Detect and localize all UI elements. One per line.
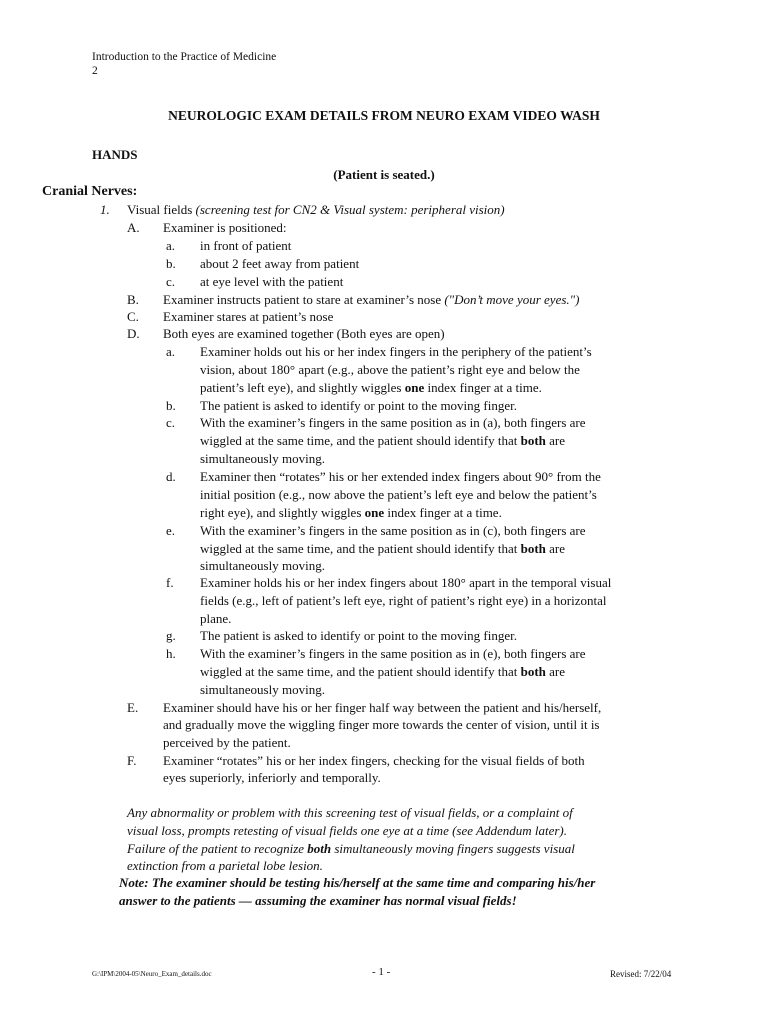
running-header-course: Introduction to the Practice of Medicine bbox=[92, 51, 277, 63]
step-D-f-letter: f. bbox=[166, 575, 174, 590]
note-line1: Note: The examiner should be testing his/herself at the same time and comparing his/her bbox=[119, 875, 596, 890]
step-F-line1: Examiner “rotates” his or her index fingers, checking for the visual fields of both bbox=[163, 753, 585, 768]
text-run: index finger at a time. bbox=[424, 380, 542, 395]
text-run: right eye), and slightly wiggles bbox=[200, 505, 365, 520]
running-header-page-number: 2 bbox=[92, 65, 98, 77]
step-D-f-line1: Examiner holds his or her index fingers about 180° apart in the temporal visual bbox=[200, 575, 612, 590]
step-D-c-line2 bbox=[200, 432, 565, 449]
footer-page-number: - 1 - bbox=[372, 966, 391, 978]
item-visual-fields bbox=[127, 201, 505, 218]
letter-B: B. bbox=[127, 292, 139, 307]
footer-file-path: G:\IPM\2004-05\Neuro_Exam_details.doc bbox=[92, 970, 212, 978]
step-D-e-line1: With the examiner’s fingers in the same position as in (c), both fingers are bbox=[200, 523, 586, 538]
letter-D: D. bbox=[127, 326, 140, 341]
step-B-text bbox=[163, 291, 579, 308]
step-C-text: Examiner stares at patient’s nose bbox=[163, 309, 334, 324]
step-D-c-line1: With the examiner’s fingers in the same position as in (a), both fingers are bbox=[200, 415, 586, 430]
step-D-e-line3: simultaneously moving. bbox=[200, 558, 325, 573]
text-run: wiggled at the same time, and the patient should identify that bbox=[200, 433, 521, 448]
text-run: index finger at a time. bbox=[384, 505, 502, 520]
step-B-main: Examiner instructs patient to stare at examiner’s nose bbox=[163, 292, 445, 307]
footer-revised-date: Revised: 7/22/04 bbox=[610, 969, 672, 979]
text-run: are bbox=[545, 433, 566, 448]
step-A-a-letter: a. bbox=[166, 238, 176, 253]
emphasis-both: both bbox=[520, 664, 546, 679]
step-F-line2: eyes superiorly, inferiorly and temporally. bbox=[163, 770, 381, 785]
letter-A: A. bbox=[127, 220, 140, 235]
step-D-text: Both eyes are examined together (Both eyes are open) bbox=[163, 326, 445, 341]
step-A-b-letter: b. bbox=[166, 256, 176, 271]
text-run: Failure of the patient to recognize bbox=[127, 841, 308, 856]
step-B-quote: ("Don’t move your eyes.") bbox=[444, 292, 580, 307]
step-D-g-letter: g. bbox=[166, 628, 176, 643]
emphasis-both: both bbox=[520, 541, 546, 556]
subheading-patient-seated: (Patient is seated.) bbox=[333, 167, 435, 182]
text-run: wiggled at the same time, and the patient should identify that bbox=[200, 664, 521, 679]
step-A-b-text: about 2 feet away from patient bbox=[200, 256, 360, 271]
cranial-nerves-heading: Cranial Nerves: bbox=[42, 184, 138, 199]
step-D-f-line2: fields (e.g., left of patient’s left eye, right of patient’s right eye) in a horizontal bbox=[200, 593, 607, 608]
section-heading-hands: HANDS bbox=[92, 147, 138, 162]
step-D-e-line2 bbox=[200, 540, 565, 557]
step-D-h-letter: h. bbox=[166, 646, 176, 661]
text-run: patient’s left eye), and slightly wiggles bbox=[200, 380, 405, 395]
step-D-c-line3: simultaneously moving. bbox=[200, 451, 325, 466]
emphasis-one: one bbox=[364, 505, 385, 520]
step-D-a-line1: Examiner holds out his or her index fingers in the periphery of the patient’s bbox=[200, 344, 592, 359]
letter-C: C. bbox=[127, 309, 139, 324]
step-A-c-text: at eye level with the patient bbox=[200, 274, 344, 289]
step-D-f-line3: plane. bbox=[200, 611, 232, 626]
step-E-line2: and gradually move the wiggling finger more towards the center of vision, until it is bbox=[163, 717, 600, 732]
step-D-d-line1: Examiner then “rotates” his or her extended index fingers about 90° from the bbox=[200, 469, 601, 484]
step-D-a-line3 bbox=[200, 379, 542, 396]
step-D-b-letter: b. bbox=[166, 398, 176, 413]
step-E-line1: Examiner should have his or her finger half way between the patient and his/herself, bbox=[163, 700, 602, 715]
emphasis-both: both bbox=[520, 433, 546, 448]
letter-F: F. bbox=[127, 753, 137, 768]
emphasis-both: both bbox=[307, 841, 332, 856]
step-A-text: Examiner is positioned: bbox=[163, 220, 287, 235]
step-D-b-line1: The patient is asked to identify or point to the moving finger. bbox=[200, 398, 517, 413]
text-run: simultaneously moving fingers suggests visual bbox=[331, 841, 575, 856]
step-D-h-line3: simultaneously moving. bbox=[200, 682, 325, 697]
step-D-h-line1: With the examiner’s fingers in the same position as in (e), both fingers are bbox=[200, 646, 586, 661]
step-D-c-letter: c. bbox=[166, 415, 176, 430]
note-line2: answer to the patients — assuming the examiner has normal visual fields! bbox=[119, 893, 517, 908]
abnormality-line1: Any abnormality or problem with this screening test of visual fields, or a complaint of bbox=[127, 805, 573, 820]
step-D-d-letter: d. bbox=[166, 469, 176, 484]
step-D-g-line1: The patient is asked to identify or point to the moving finger. bbox=[200, 628, 517, 643]
item-visual-fields-label: Visual fields bbox=[127, 202, 196, 217]
item-visual-fields-note: (screening test for CN2 & Visual system: peripheral vision) bbox=[195, 202, 505, 217]
document-title: NEUROLOGIC EXAM DETAILS FROM NEURO EXAM VIDEO WASH bbox=[168, 108, 600, 123]
step-D-d-line2: initial position (e.g., now above the patient’s left eye and below the patient’s bbox=[200, 487, 597, 502]
text-run: are bbox=[545, 664, 566, 679]
step-D-d-line3 bbox=[200, 504, 502, 521]
step-E-line3: perceived by the patient. bbox=[163, 735, 291, 750]
text-run: are bbox=[545, 541, 566, 556]
step-D-a-line2: vision, about 180° apart (e.g., above the patient’s right eye and below the bbox=[200, 362, 580, 377]
step-D-a-letter: a. bbox=[166, 344, 176, 359]
step-D-h-line2 bbox=[200, 663, 565, 680]
step-D-e-letter: e. bbox=[166, 523, 176, 538]
list-number-1: 1. bbox=[100, 202, 110, 217]
step-A-c-letter: c. bbox=[166, 274, 176, 289]
text-run: wiggled at the same time, and the patient should identify that bbox=[200, 541, 521, 556]
abnormality-line4: extinction from a parietal lobe lesion. bbox=[127, 858, 323, 873]
abnormality-line3 bbox=[127, 840, 575, 857]
abnormality-line2: visual loss, prompts retesting of visual fields one eye at a time (see Addendum later). bbox=[127, 823, 568, 838]
step-A-a-text: in front of patient bbox=[200, 238, 292, 253]
emphasis-one: one bbox=[404, 380, 425, 395]
letter-E: E. bbox=[127, 700, 139, 715]
